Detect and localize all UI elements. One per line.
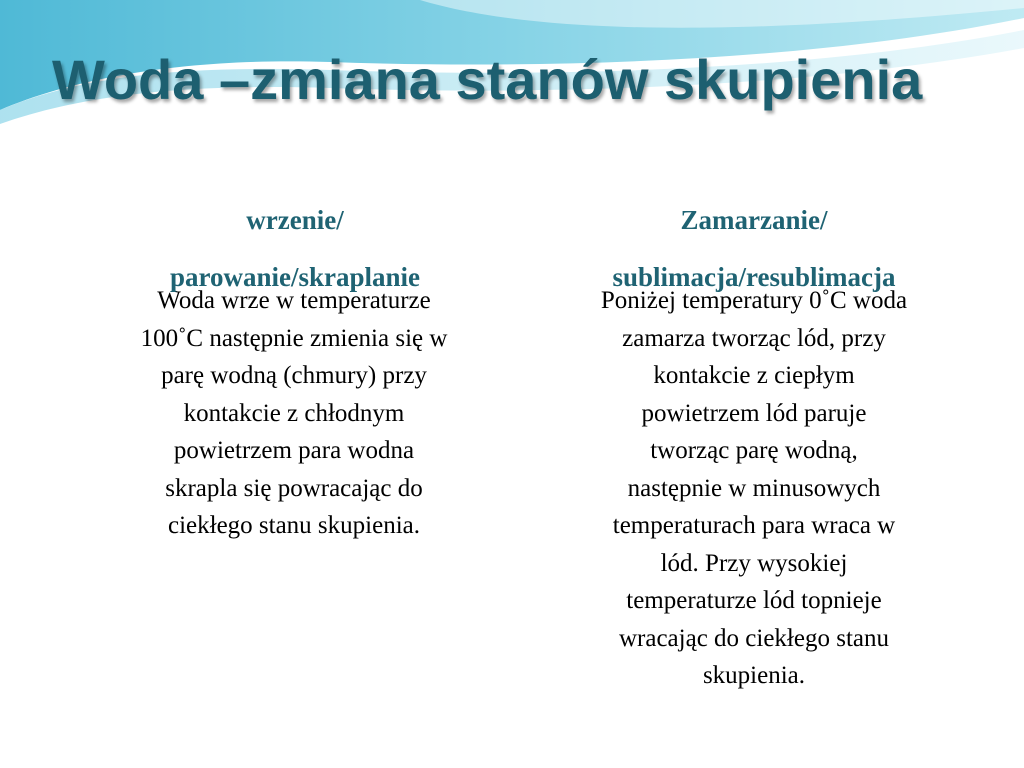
right-heading-line2: sublimacja/resublimacja	[612, 262, 896, 292]
body-line: kontakcie z chłodnym	[183, 399, 405, 427]
body-line: temperaturze lód topnieje	[626, 587, 882, 614]
body-line: wracając do ciekłego stanu	[618, 624, 889, 652]
left-heading-line2: parowanie/skraplanie	[169, 262, 421, 292]
body-line: powietrzem para wodna	[173, 437, 415, 464]
right-heading-line1: Zamarzanie/	[680, 205, 828, 235]
body-line: lód. Przy wysokiej	[660, 549, 848, 577]
slide-title: Woda –zmiana stanów skupienia	[52, 48, 923, 111]
left-body-text	[84, 282, 504, 545]
body-line: ciekłego stanu skupienia.	[167, 512, 420, 539]
body-line: skrapla się powracając do	[165, 474, 423, 502]
body-line: parę wodną (chmury) przy	[161, 362, 427, 389]
body-line: kontakcie z ciepłym	[653, 362, 855, 389]
body-line: następnie w minusowych	[627, 474, 881, 502]
body-line: temperaturach para wraca w	[612, 512, 896, 539]
body-line: tworząc parę wodną,	[650, 437, 858, 464]
body-line: zamarza tworząc lód, przy	[622, 324, 886, 352]
body-line: powietrzem lód paruje	[641, 399, 867, 427]
body-line: skupienia.	[702, 662, 806, 689]
body-line: Woda wrze w temperaturze	[157, 287, 431, 314]
body-line: Poniżej temperatury 0˚C woda	[600, 287, 908, 314]
right-body-text	[544, 282, 964, 695]
left-heading-line1: wrzenie/	[246, 205, 344, 235]
body-line: 100˚C następnie zmienia się w	[140, 324, 448, 352]
